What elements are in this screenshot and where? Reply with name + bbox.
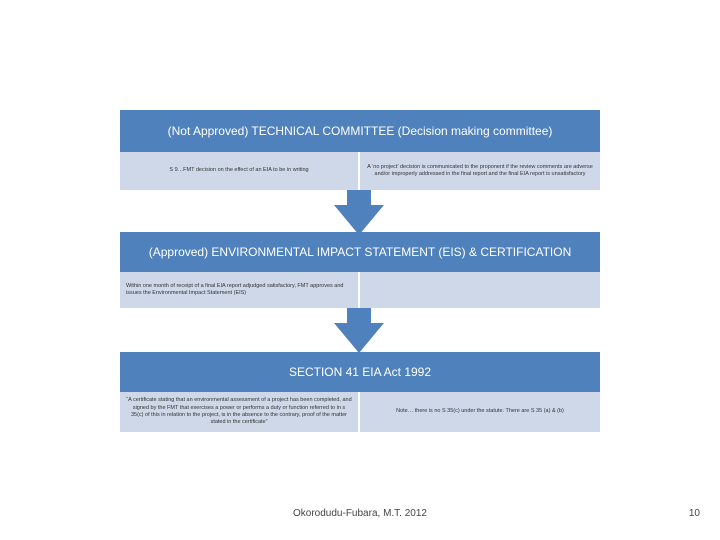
eis-certification-title: (Approved) ENVIRONMENTAL IMPACT STATEMENT (EIS) & CERTIFICATION	[148, 244, 572, 259]
eis-issue-text: Within one month of receipt of a final EIA report adjudged satisfactory, FMT approves and issues the Environmental Impact Statement (EIS)	[126, 282, 344, 296]
technical-committee-title: (Not Approved) TECHNICAL COMMITTEE (Decision making committee)	[167, 123, 553, 138]
certificate-quote-text: “A certificate stating that an environmental assessment of a project has been completed, and signed by the FMT that exercises a power or performs a duty or function referred to in s 35(c) of this in relation to the project, is in the absence to the contrary, proof of the matter stated in the certificate”	[126, 397, 352, 426]
page-number-text: 10	[688, 508, 700, 519]
section-41-title: SECTION 41 EIA Act 1992	[288, 364, 432, 379]
note-text: Note… there is no S 35(c) under the statute. There are S 35 (a) & (b)	[396, 408, 564, 415]
author-credit: Okorodudu-Fubara, M.T. 2012	[293, 508, 427, 519]
technical-committee-left-cell	[120, 152, 360, 190]
fmt-decision-text: S 9…FMT decision on the effect of an EIA to be in writing	[169, 167, 309, 174]
technical-committee-right-cell	[360, 152, 600, 190]
footer-author	[240, 508, 480, 519]
no-project-decision-text: A ‘no project’ decision is communicated to the proponent if the review comments are adverse and/or improperly addressed in the final report and the final EIA report is unsatisfactory	[367, 163, 593, 177]
down-arrow-icon	[334, 308, 384, 353]
eis-certification-left-cell	[120, 272, 360, 308]
eis-certification-header	[120, 232, 600, 272]
section-41-right-cell	[360, 392, 600, 432]
page-number	[640, 508, 700, 519]
section-41-header	[120, 352, 600, 392]
section-41-left-cell	[120, 392, 360, 432]
eis-certification-right-cell	[360, 272, 600, 308]
down-arrow-icon	[334, 190, 384, 235]
technical-committee-header	[120, 110, 600, 152]
